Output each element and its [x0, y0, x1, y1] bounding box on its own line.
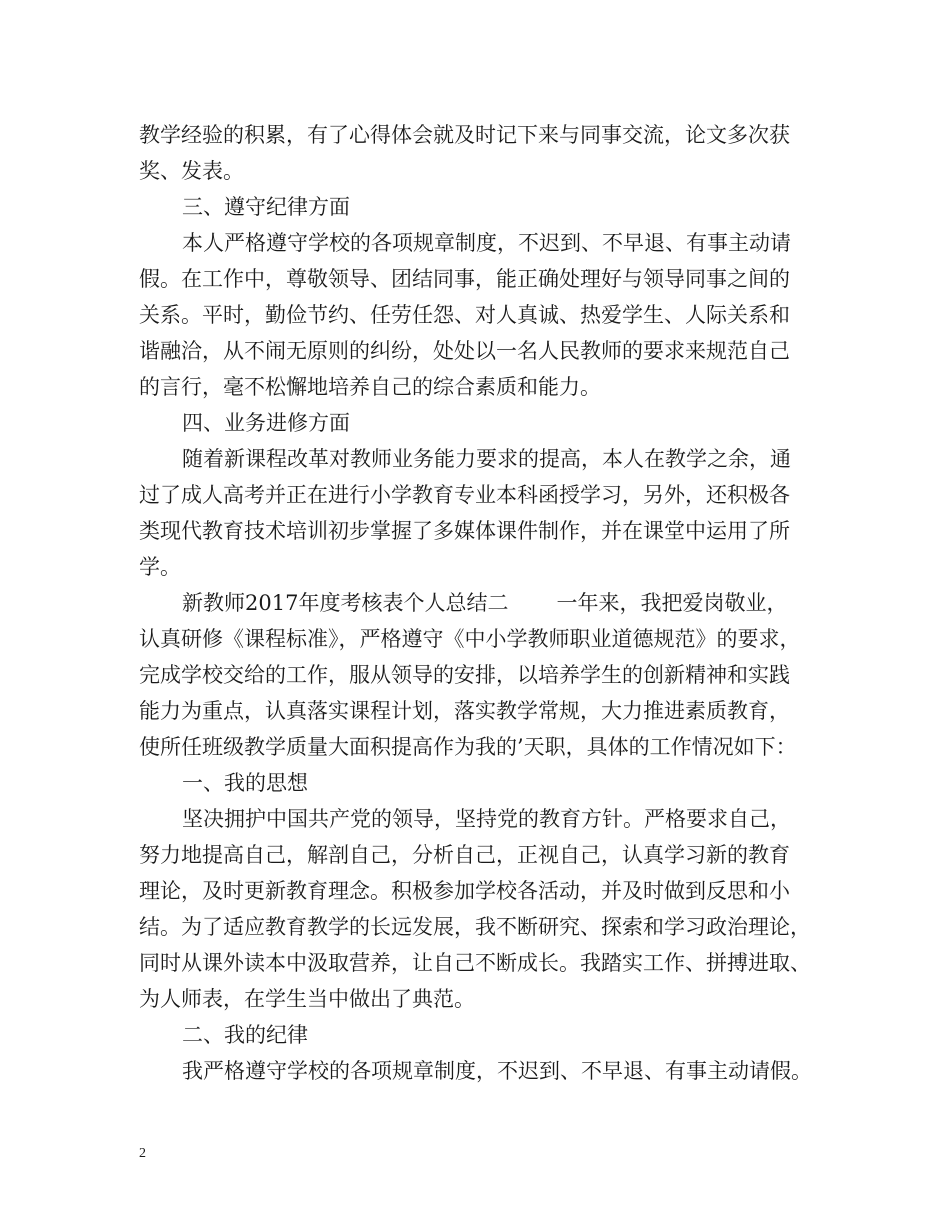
paragraph-line: 我严格遵守学校的各项规章制度，不迟到、不早退、有事主动请假。 [182, 1059, 812, 1083]
paragraph-line: 假。在工作中，尊敬领导、团结同事，能正确处理好与领导同事之间的 [139, 267, 790, 291]
paragraph-line: 为人师表，在学生当中做出了典范。 [139, 987, 475, 1011]
paragraph-line: 完成学校交给的工作，服从领导的安排，以培养学生的创新精神和实践 [139, 663, 790, 687]
paragraph-line: 坚决拥护中国共产党的领导，坚持党的教育方针。严格要求自己， [182, 807, 791, 831]
paragraph-line: 认真研修《课程标准》，严格遵守《中小学教师职业道德规范》的要求， [139, 627, 801, 651]
paragraph-line: 关系。平时，勤俭节约、任劳任怨、对人真诚、热爱学生、人际关系和 [139, 303, 790, 327]
paragraph-line: 类现代教育技术培训初步掌握了多媒体课件制作，并在课堂中运用了所 [139, 519, 790, 543]
document-body [139, 117, 839, 1089]
summary-two-opening: 一年来，我把爱岗敬业， [556, 591, 788, 615]
paragraph-line: 理论，及时更新教育理念。积极参加学校各活动，并及时做到反思和小 [139, 879, 790, 903]
summary-two-title: 新教师2017年度考核表个人总结二 [182, 591, 509, 615]
paragraph-line: 使所任班级教学质量大面积提高作为我的’天职，具体的工作情况如下： [139, 735, 797, 759]
paragraph-line: 学。 [139, 555, 181, 579]
section-heading-discipline: 三、遵守纪律方面 [182, 195, 350, 219]
paragraph-line: 努力地提高自己，解剖自己，分析自己，正视自己，认真学习新的教育 [139, 843, 790, 867]
paragraph-line: 奖、发表。 [139, 159, 244, 183]
summary-two-title-line [139, 585, 839, 621]
paragraph-line: 同时从课外读本中汲取营养，让自己不断成长。我踏实工作、拼搏进取、 [139, 951, 811, 975]
paragraph-line: 本人严格遵守学校的各项规章制度，不迟到、不早退、有事主动请 [182, 231, 791, 255]
section-heading-thought: 一、我的思想 [182, 771, 308, 795]
paragraph-line: 的言行，毫不松懈地培养自己的综合素质和能力。 [139, 375, 601, 399]
paragraph-line: 过了成人高考并正在进行小学教育专业本科函授学习，另外，还积极各 [139, 483, 790, 507]
paragraph-line: 随着新课程改革对教师业务能力要求的提高，本人在教学之余，通 [182, 447, 791, 471]
paragraph-line: 结。为了适应教育教学的长远发展，我不断研究、探索和学习政治理论， [139, 915, 811, 939]
page-number: 2 [139, 1146, 146, 1161]
section-heading-professional-development: 四、业务进修方面 [182, 411, 350, 435]
section-heading-my-discipline: 二、我的纪律 [182, 1023, 308, 1047]
paragraph-line: 教学经验的积累，有了心得体会就及时记下来与同事交流，论文多次获 [139, 123, 790, 147]
paragraph-line: 谐融洽，从不闹无原则的纠纷，处处以一名人民教师的要求来规范自己 [139, 339, 790, 363]
paragraph-line: 能力为重点，认真落实课程计划，落实教学常规，大力推进素质教育， [139, 699, 790, 723]
